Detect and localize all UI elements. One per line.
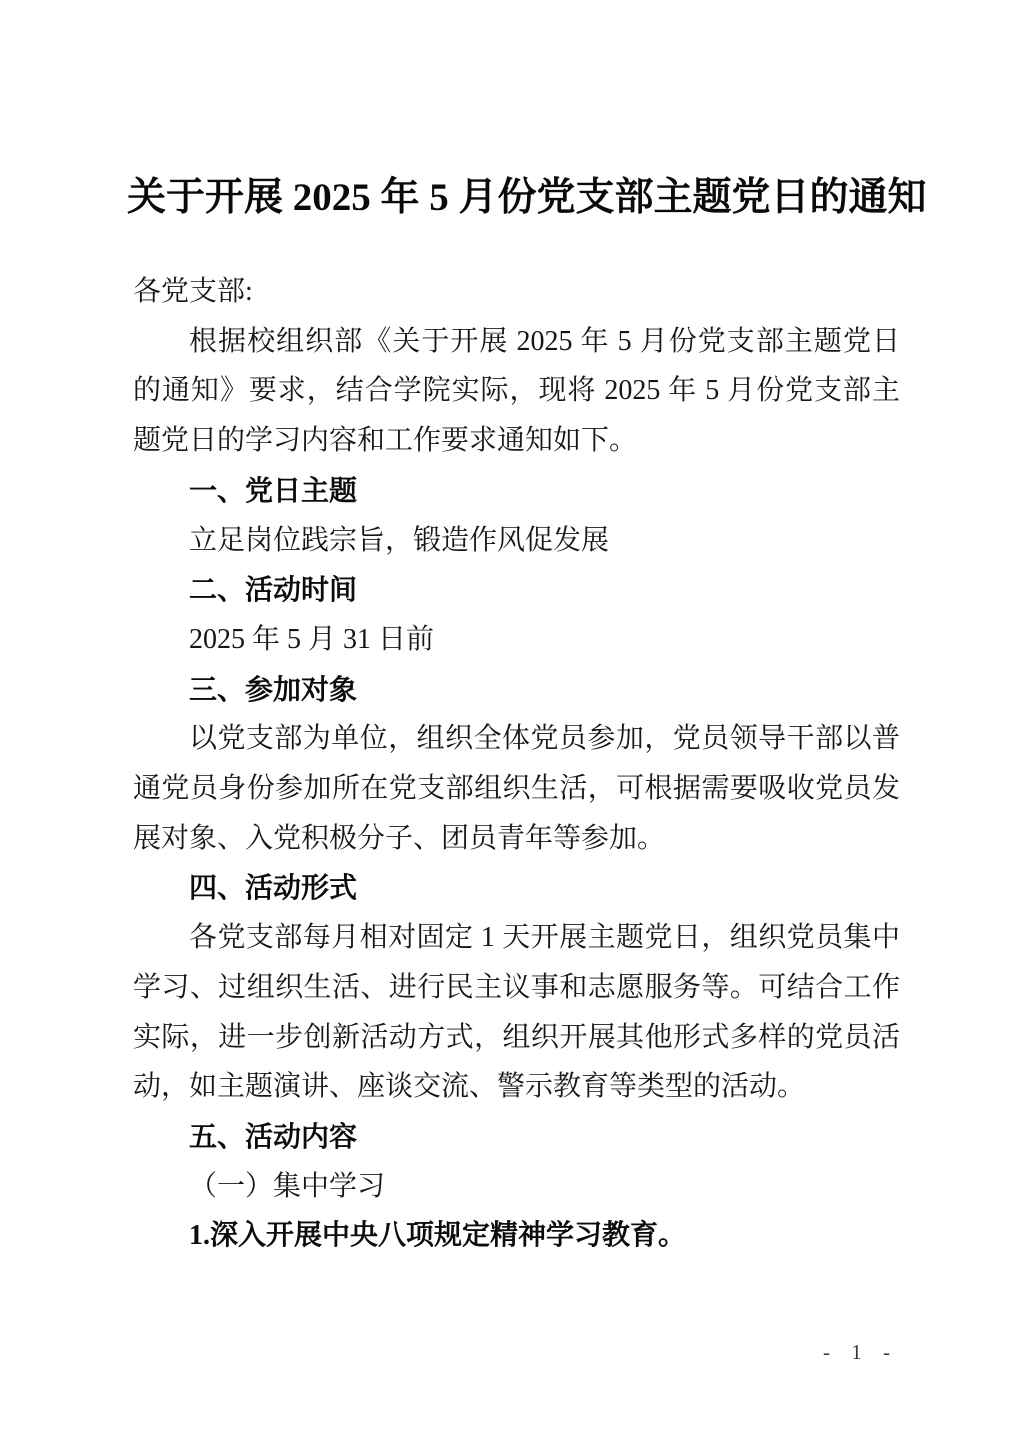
section-5-subheading: （一）集中学习: [189, 1170, 386, 1202]
section-4-body: 各党支部每月相对固定 1 天开展主题党日，组织党员集中学习、过组织生活、进行民主议事和志愿服务等。可结合工作实际，进一步创新活动方式，组织开展其他形式多样的党员活动，如主题演讲、座谈交流、警示教育等类型的活动。: [133, 922, 900, 1103]
section-1-heading: 一、党日主题: [189, 474, 358, 506]
section-2-body: 2025 年 5 月 31 日前: [189, 623, 435, 655]
document-title: 关于开展 2025 年 5 月份党支部主题党日的通知: [127, 176, 927, 219]
salutation: 各党支部:: [133, 276, 253, 307]
section-5-item: 1.深入开展中央八项规定精神学习教育。: [189, 1220, 687, 1252]
intro-paragraph: 根据校组织部《关于开展 2025 年 5 月份党支部主题党日的通知》要求，结合学院实际，现将 2025 年 5 月份党支部主题党日的学习内容和工作要求通知如下。: [133, 325, 900, 457]
section-2-heading: 二、活动时间: [189, 574, 358, 606]
section-3-heading: 三、参加对象: [189, 673, 358, 705]
section-3-body: 以党支部为单位，组织全体党员参加，党员领导干部以普通党员身份参加所在党支部组织生活，可根据需要吸收党员发展对象、入党积极分子、团员青年等参加。: [133, 723, 900, 854]
page-number: - 1 -: [823, 1340, 898, 1364]
section-5-heading: 五、活动内容: [189, 1120, 358, 1152]
document-body: [133, 267, 900, 1261]
section-4-heading: 四、活动形式: [189, 872, 358, 904]
section-1-body: 立足岗位践宗旨，锻造作风促发展: [189, 524, 610, 556]
